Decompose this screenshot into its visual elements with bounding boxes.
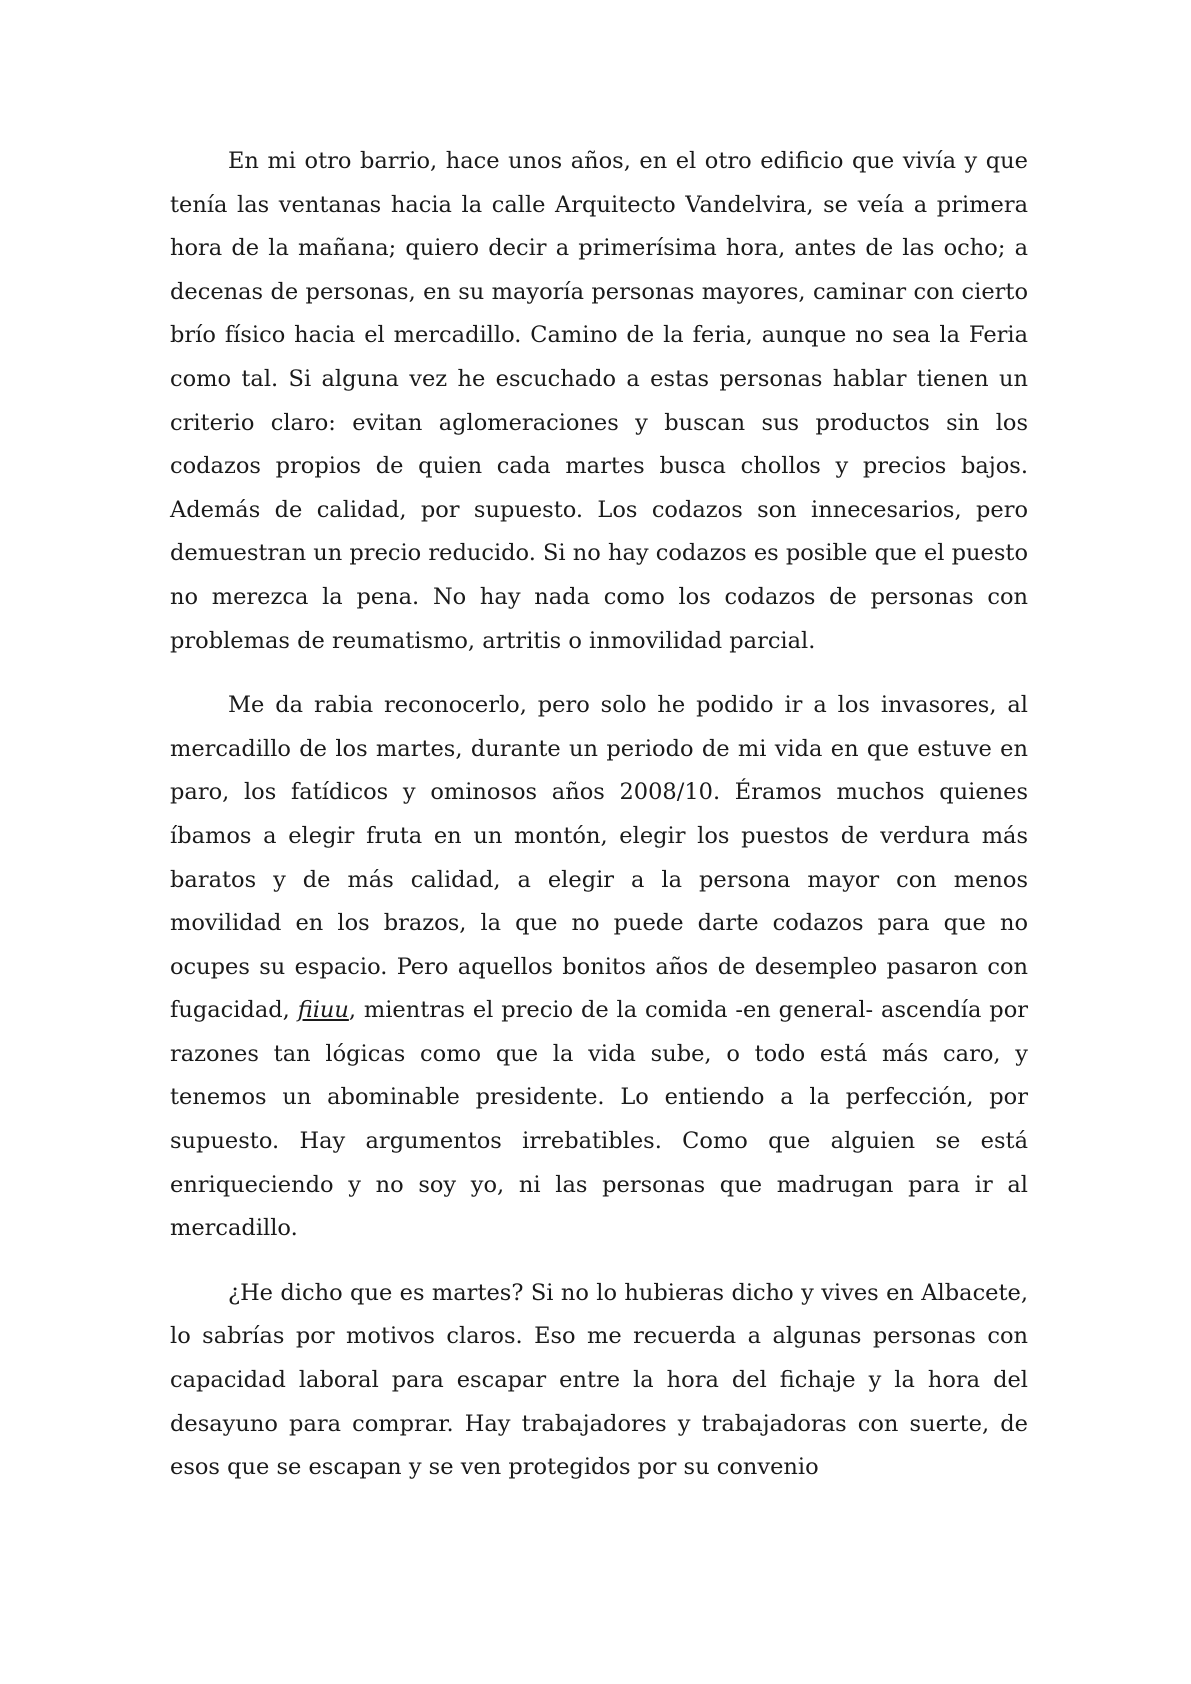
paragraph-2-text-before: Me da rabia reconocerlo, pero solo he podido ir a los invasores, al mercadillo de los martes, durante un periodo de mi vida en que estuve en paro, los fatídicos y ominosos años 2008/10. Éramos muchos quienes íbamos a elegir fruta en un montón, elegir los puestos de verdura más baratos y de más calidad, a elegir a la persona mayor con menos movilidad en los brazos, la que no puede darte codazos para que no ocupes su espacio. Pero aquellos bonitos años de desempleo pasaron con fugacidad, [170, 692, 1028, 1024]
paragraph-2 [170, 684, 1028, 1251]
paragraph-1: En mi otro barrio, hace unos años, en el otro edificio que vivía y que tenía las ventanas hacia la calle Arquitecto Vandelvira, se veía a primera hora de la mañana; quiero decir a primerísima hora, antes de las ocho; a decenas de personas, en su mayoría personas mayores, caminar con cierto brío físico hacia el mercadillo. Camino de la feria, aunque no sea la Feria como tal. Si alguna vez he escuchado a estas personas hablar tienen un criterio claro: evitan aglomeraciones y buscan sus productos sin los codazos propios de quien cada martes busca chollos y precios bajos. Además de calidad, por supuesto. Los codazos son innecesarios, pero demuestran un precio reducido. Si no hay codazos es posible que el puesto no merezca la pena. No hay nada como los codazos de personas con problemas de reumatismo, artritis o inmovilidad parcial. [170, 148, 1028, 654]
document-body [170, 140, 1028, 1511]
paragraph-2-text-after: , mientras el precio de la comida -en general- ascendía por razones tan lógicas como que la vida sube, o todo está más caro, y tenemos un abominable presidente. Lo entiendo a la perfección, por supuesto. Hay argumentos irrebatibles. Como que alguien se está enriqueciendo y no soy yo, ni las personas que madrugan para ir al mercadillo. [170, 997, 1028, 1242]
paragraph-2-emphasis: fiiuu [297, 997, 349, 1024]
paragraph-3: ¿He dicho que es martes? Si no lo hubieras dicho y vives en Albacete, lo sabrías por motivos claros. Eso me recuerda a algunas personas con capacidad laboral para escapar entre la hora del fichaje y la hora del desayuno para comprar. Hay trabajadores y trabajadoras con suerte, de esos que se escapan y se ven protegidos por su convenio [170, 1279, 1028, 1481]
